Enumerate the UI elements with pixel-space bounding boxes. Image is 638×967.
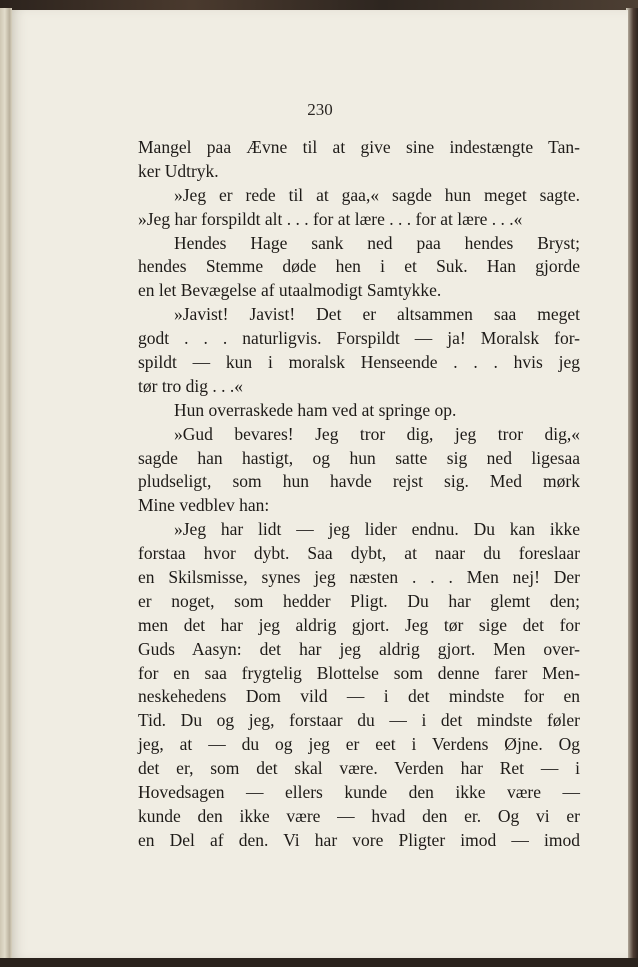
text-line: en Skilsmisse, synes jeg næsten . . . Men nej! Der [138, 567, 580, 588]
text-line: ker Udtryk. [138, 160, 219, 181]
text-line: tør tro dig . . .« [138, 375, 243, 396]
text-line: »Jeg har lidt — jeg lider endnu. Du kan ikke [174, 519, 580, 540]
text-line: Mangel paa Ævne til at give sine indestængte Tan- [138, 137, 580, 157]
book-page [12, 10, 628, 958]
page-number: 230 [307, 100, 333, 119]
text-line: pludseligt, som hun havde rejst sig. Med mørk [138, 471, 580, 492]
text-line: kunde den ikke være — hvad den er. Og vi er [138, 805, 580, 826]
text-line: jeg, at — du og jeg er eet i Verdens Øjne. Og [138, 734, 580, 755]
text-line: Guds Aasyn: det har jeg aldrig gjort. Men over- [138, 638, 580, 659]
text-line: sagde han hastigt, og hun satte sig ned ligesaa [138, 447, 580, 468]
text-line: forstaa hvor dybt. Saa dybt, at naar du foreslaar [138, 543, 580, 564]
text-line: men det har jeg aldrig gjort. Jeg tør sige det for [138, 614, 580, 635]
text-line: Mine vedblev han: [138, 495, 270, 516]
text-line: spildt — kun i moralsk Henseende . . . hvis jeg [138, 352, 580, 373]
book-bottom-edge [0, 958, 638, 967]
text-line: Tid. Du og jeg, forstaar du — i det mindste føler [138, 710, 580, 731]
text-line: en let Bevægelse af utaalmodigt Samtykke. [138, 280, 442, 301]
text-line: godt . . . naturligvis. Forspildt — ja! Moralsk for- [138, 328, 580, 349]
body-text [138, 136, 580, 853]
text-line: »Javist! Javist! Det er altsammen saa meget [174, 304, 580, 325]
text-line: »Gud bevares! Jeg tror dig, jeg tror dig,« [174, 423, 580, 444]
page-left-edge [0, 8, 12, 960]
text-line: »Jeg har forspildt alt . . . for at lære . . . for at lære . . .« [138, 208, 523, 229]
text-line: Hovedsagen — ellers kunde den ikke være — [138, 782, 580, 803]
text-line: en Del af den. Vi har vore Pligter imod — imod [138, 829, 580, 850]
text-line: neskehedens Dom vild — i det mindste for en [138, 686, 580, 707]
text-line: er noget, som hedder Pligt. Du har glemt den; [138, 590, 580, 611]
text-line: det er, som det skal være. Verden har Ret — i [138, 758, 580, 779]
text-line: »Jeg er rede til at gaa,« sagde hun meget sagte. [174, 184, 580, 205]
text-line: hendes Stemme døde hen i et Suk. Han gjorde [138, 256, 580, 277]
text-line: Hun overraskede ham ved at springe op. [174, 399, 457, 420]
text-line: Hendes Hage sank ned paa hendes Bryst; [174, 232, 580, 253]
text-line: for en saa frygtelig Blottelse som denne farer Men- [138, 662, 580, 683]
